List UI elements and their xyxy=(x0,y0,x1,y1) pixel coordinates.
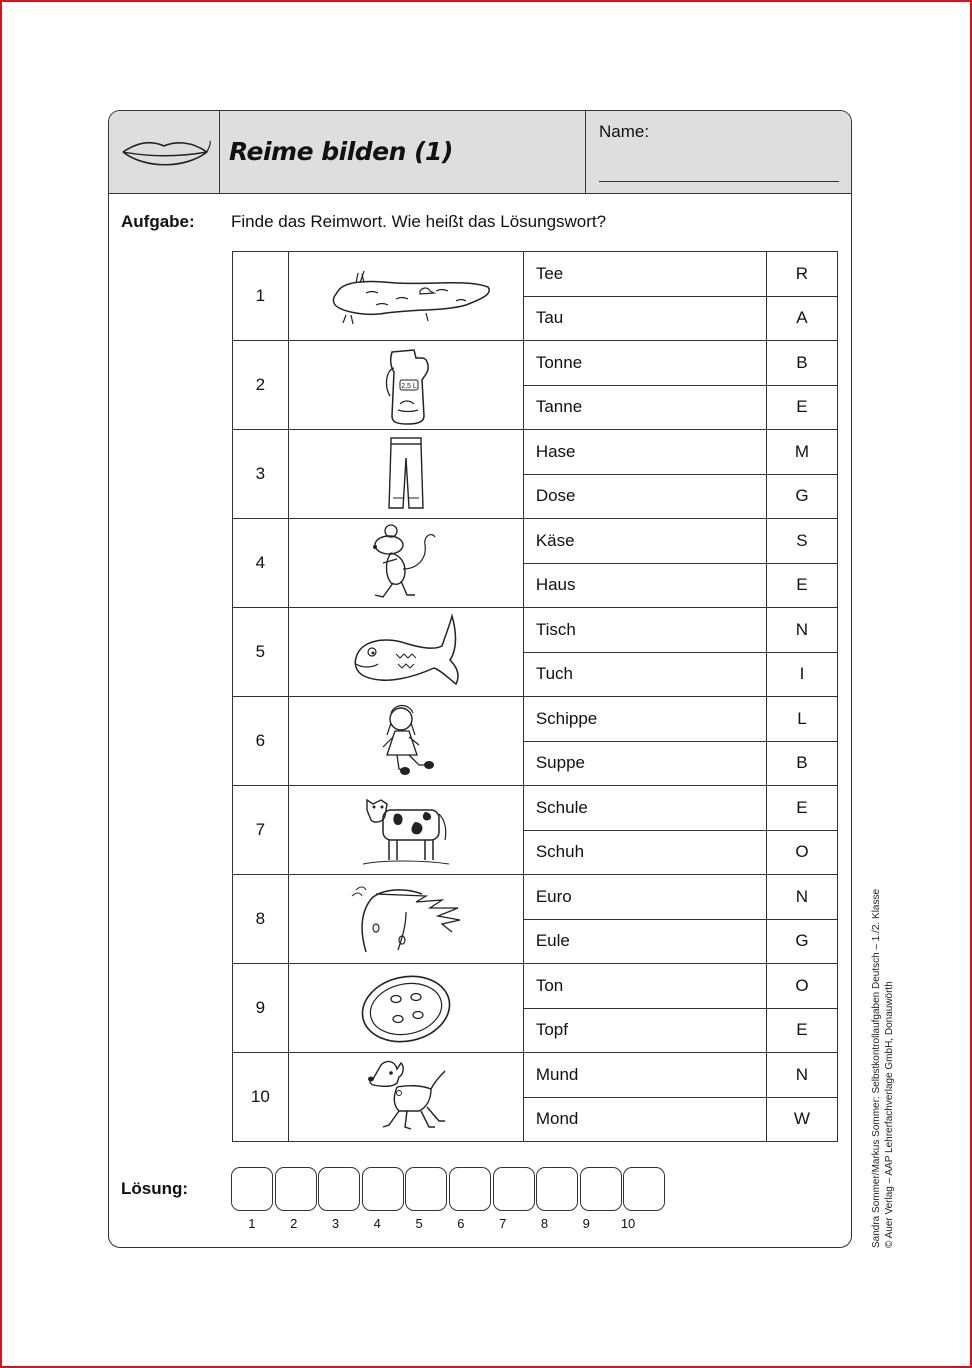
box-number: 10 xyxy=(620,1216,636,1231)
box-number: 2 xyxy=(290,1216,298,1231)
option-word: Schuh xyxy=(523,830,766,875)
option-word: Tisch xyxy=(523,608,766,653)
picture-cell xyxy=(288,786,523,875)
option-word: Haus xyxy=(523,563,766,608)
solution-box[interactable] xyxy=(275,1167,317,1211)
option-word: Schippe xyxy=(523,697,766,742)
option-letter: L xyxy=(766,697,837,742)
solution-box[interactable] xyxy=(536,1167,578,1211)
name-line[interactable] xyxy=(599,181,839,182)
row-number: 7 xyxy=(233,786,289,875)
box-number: 5 xyxy=(415,1216,423,1231)
name-field-cell xyxy=(587,111,851,193)
pond-icon xyxy=(316,261,496,331)
table-row xyxy=(233,608,838,653)
picture-cell xyxy=(288,1053,523,1142)
row-number: 8 xyxy=(233,875,289,964)
trousers-icon xyxy=(381,434,431,514)
table-row xyxy=(233,697,838,742)
option-letter: G xyxy=(766,919,837,964)
option-letter: M xyxy=(766,430,837,475)
option-word: Tee xyxy=(523,252,766,297)
option-word: Schule xyxy=(523,786,766,831)
picture-cell xyxy=(288,252,523,341)
picture-cell xyxy=(288,875,523,964)
option-letter: S xyxy=(766,519,837,564)
option-word: Tonne xyxy=(523,341,766,386)
picture-cell xyxy=(288,341,523,430)
option-word: Suppe xyxy=(523,741,766,786)
option-word: Eule xyxy=(523,919,766,964)
task-text: Finde das Reimwort. Wie heißt das Lösungswort? xyxy=(231,212,607,231)
option-letter: N xyxy=(766,608,837,653)
picture-cell xyxy=(288,430,523,519)
option-word: Dose xyxy=(523,474,766,519)
table-row xyxy=(233,519,838,564)
option-word: Hase xyxy=(523,430,766,475)
option-letter: G xyxy=(766,474,837,519)
option-letter: B xyxy=(766,741,837,786)
solution-box[interactable] xyxy=(405,1167,447,1211)
box-number: 6 xyxy=(457,1216,465,1231)
solution-boxes xyxy=(231,1167,667,1211)
worksheet-title: Reime bilden (1) xyxy=(229,137,453,166)
option-word: Mond xyxy=(523,1097,766,1142)
option-letter: O xyxy=(766,830,837,875)
box-number: 7 xyxy=(499,1216,507,1231)
option-letter: A xyxy=(766,296,837,341)
row-number: 2 xyxy=(233,341,289,430)
option-letter: R xyxy=(766,252,837,297)
row-number: 6 xyxy=(233,697,289,786)
option-letter: B xyxy=(766,341,837,386)
task-label: Aufgabe: xyxy=(121,212,195,231)
solution-box[interactable] xyxy=(362,1167,404,1211)
table-row xyxy=(233,252,838,297)
doll-icon xyxy=(371,701,441,781)
option-letter: E xyxy=(766,786,837,831)
option-word: Euro xyxy=(523,875,766,920)
worksheet-header xyxy=(109,111,851,194)
option-letter: N xyxy=(766,1053,837,1098)
milk-jug-icon xyxy=(376,344,436,426)
option-letter: W xyxy=(766,1097,837,1142)
picture-cell xyxy=(288,608,523,697)
row-number: 5 xyxy=(233,608,289,697)
box-number: 9 xyxy=(582,1216,590,1231)
option-word: Käse xyxy=(523,519,766,564)
option-letter: E xyxy=(766,385,837,430)
solution-box[interactable] xyxy=(318,1167,360,1211)
picture-cell xyxy=(288,964,523,1053)
row-number: 9 xyxy=(233,964,289,1053)
box-number: 1 xyxy=(248,1216,256,1231)
option-letter: N xyxy=(766,875,837,920)
solution-label: Lösung: xyxy=(121,1179,189,1198)
solution-box[interactable] xyxy=(580,1167,622,1211)
row-number: 4 xyxy=(233,519,289,608)
credits-line-2: © Auer Verlag – AAP Lehrerfachverlage GmbH, Donauwörth xyxy=(884,981,895,1248)
box-number: 3 xyxy=(331,1216,340,1231)
table-row xyxy=(233,430,838,475)
button-icon xyxy=(356,969,456,1047)
fish-icon xyxy=(346,610,466,694)
rhyme-table xyxy=(232,251,838,1142)
table-row xyxy=(233,786,838,831)
cow-icon xyxy=(361,790,451,870)
option-word: Tuch xyxy=(523,652,766,697)
table-row xyxy=(233,341,838,386)
box-number: 8 xyxy=(540,1216,549,1231)
solution-box[interactable] xyxy=(623,1167,665,1211)
option-word: Topf xyxy=(523,1008,766,1053)
option-letter: E xyxy=(766,563,837,608)
solution-box-numbers xyxy=(231,1216,649,1231)
dog-icon xyxy=(361,1057,451,1137)
publisher-credits xyxy=(870,889,896,1248)
row-number: 3 xyxy=(233,430,289,519)
svg-text:2,5 L: 2,5 L xyxy=(400,383,417,390)
option-word: Tau xyxy=(523,296,766,341)
mouth-icon xyxy=(109,111,220,193)
option-letter: E xyxy=(766,1008,837,1053)
row-number: 10 xyxy=(233,1053,289,1142)
credits-line-1: Sandra Sommer/Markus Sommer: Selbstkontrollaufgaben Deutsch – 1./2. Klasse xyxy=(871,888,882,1248)
table-row xyxy=(233,875,838,920)
horse-icon xyxy=(346,882,466,956)
picture-cell xyxy=(288,519,523,608)
mouse-icon xyxy=(361,521,451,605)
solution-box[interactable] xyxy=(449,1167,491,1211)
option-word: Mund xyxy=(523,1053,766,1098)
solution-box[interactable] xyxy=(231,1167,273,1211)
option-letter: I xyxy=(766,652,837,697)
solution-box[interactable] xyxy=(493,1167,535,1211)
option-word: Ton xyxy=(523,964,766,1009)
table-row xyxy=(233,964,838,1009)
box-number: 4 xyxy=(373,1216,381,1231)
worksheet-frame xyxy=(108,110,852,1248)
table-row xyxy=(233,1053,838,1098)
option-word: Tanne xyxy=(523,385,766,430)
row-number: 1 xyxy=(233,252,289,341)
option-letter: O xyxy=(766,964,837,1009)
worksheet-title-cell xyxy=(219,111,586,193)
picture-cell xyxy=(288,697,523,786)
name-label: Name: xyxy=(599,122,650,141)
